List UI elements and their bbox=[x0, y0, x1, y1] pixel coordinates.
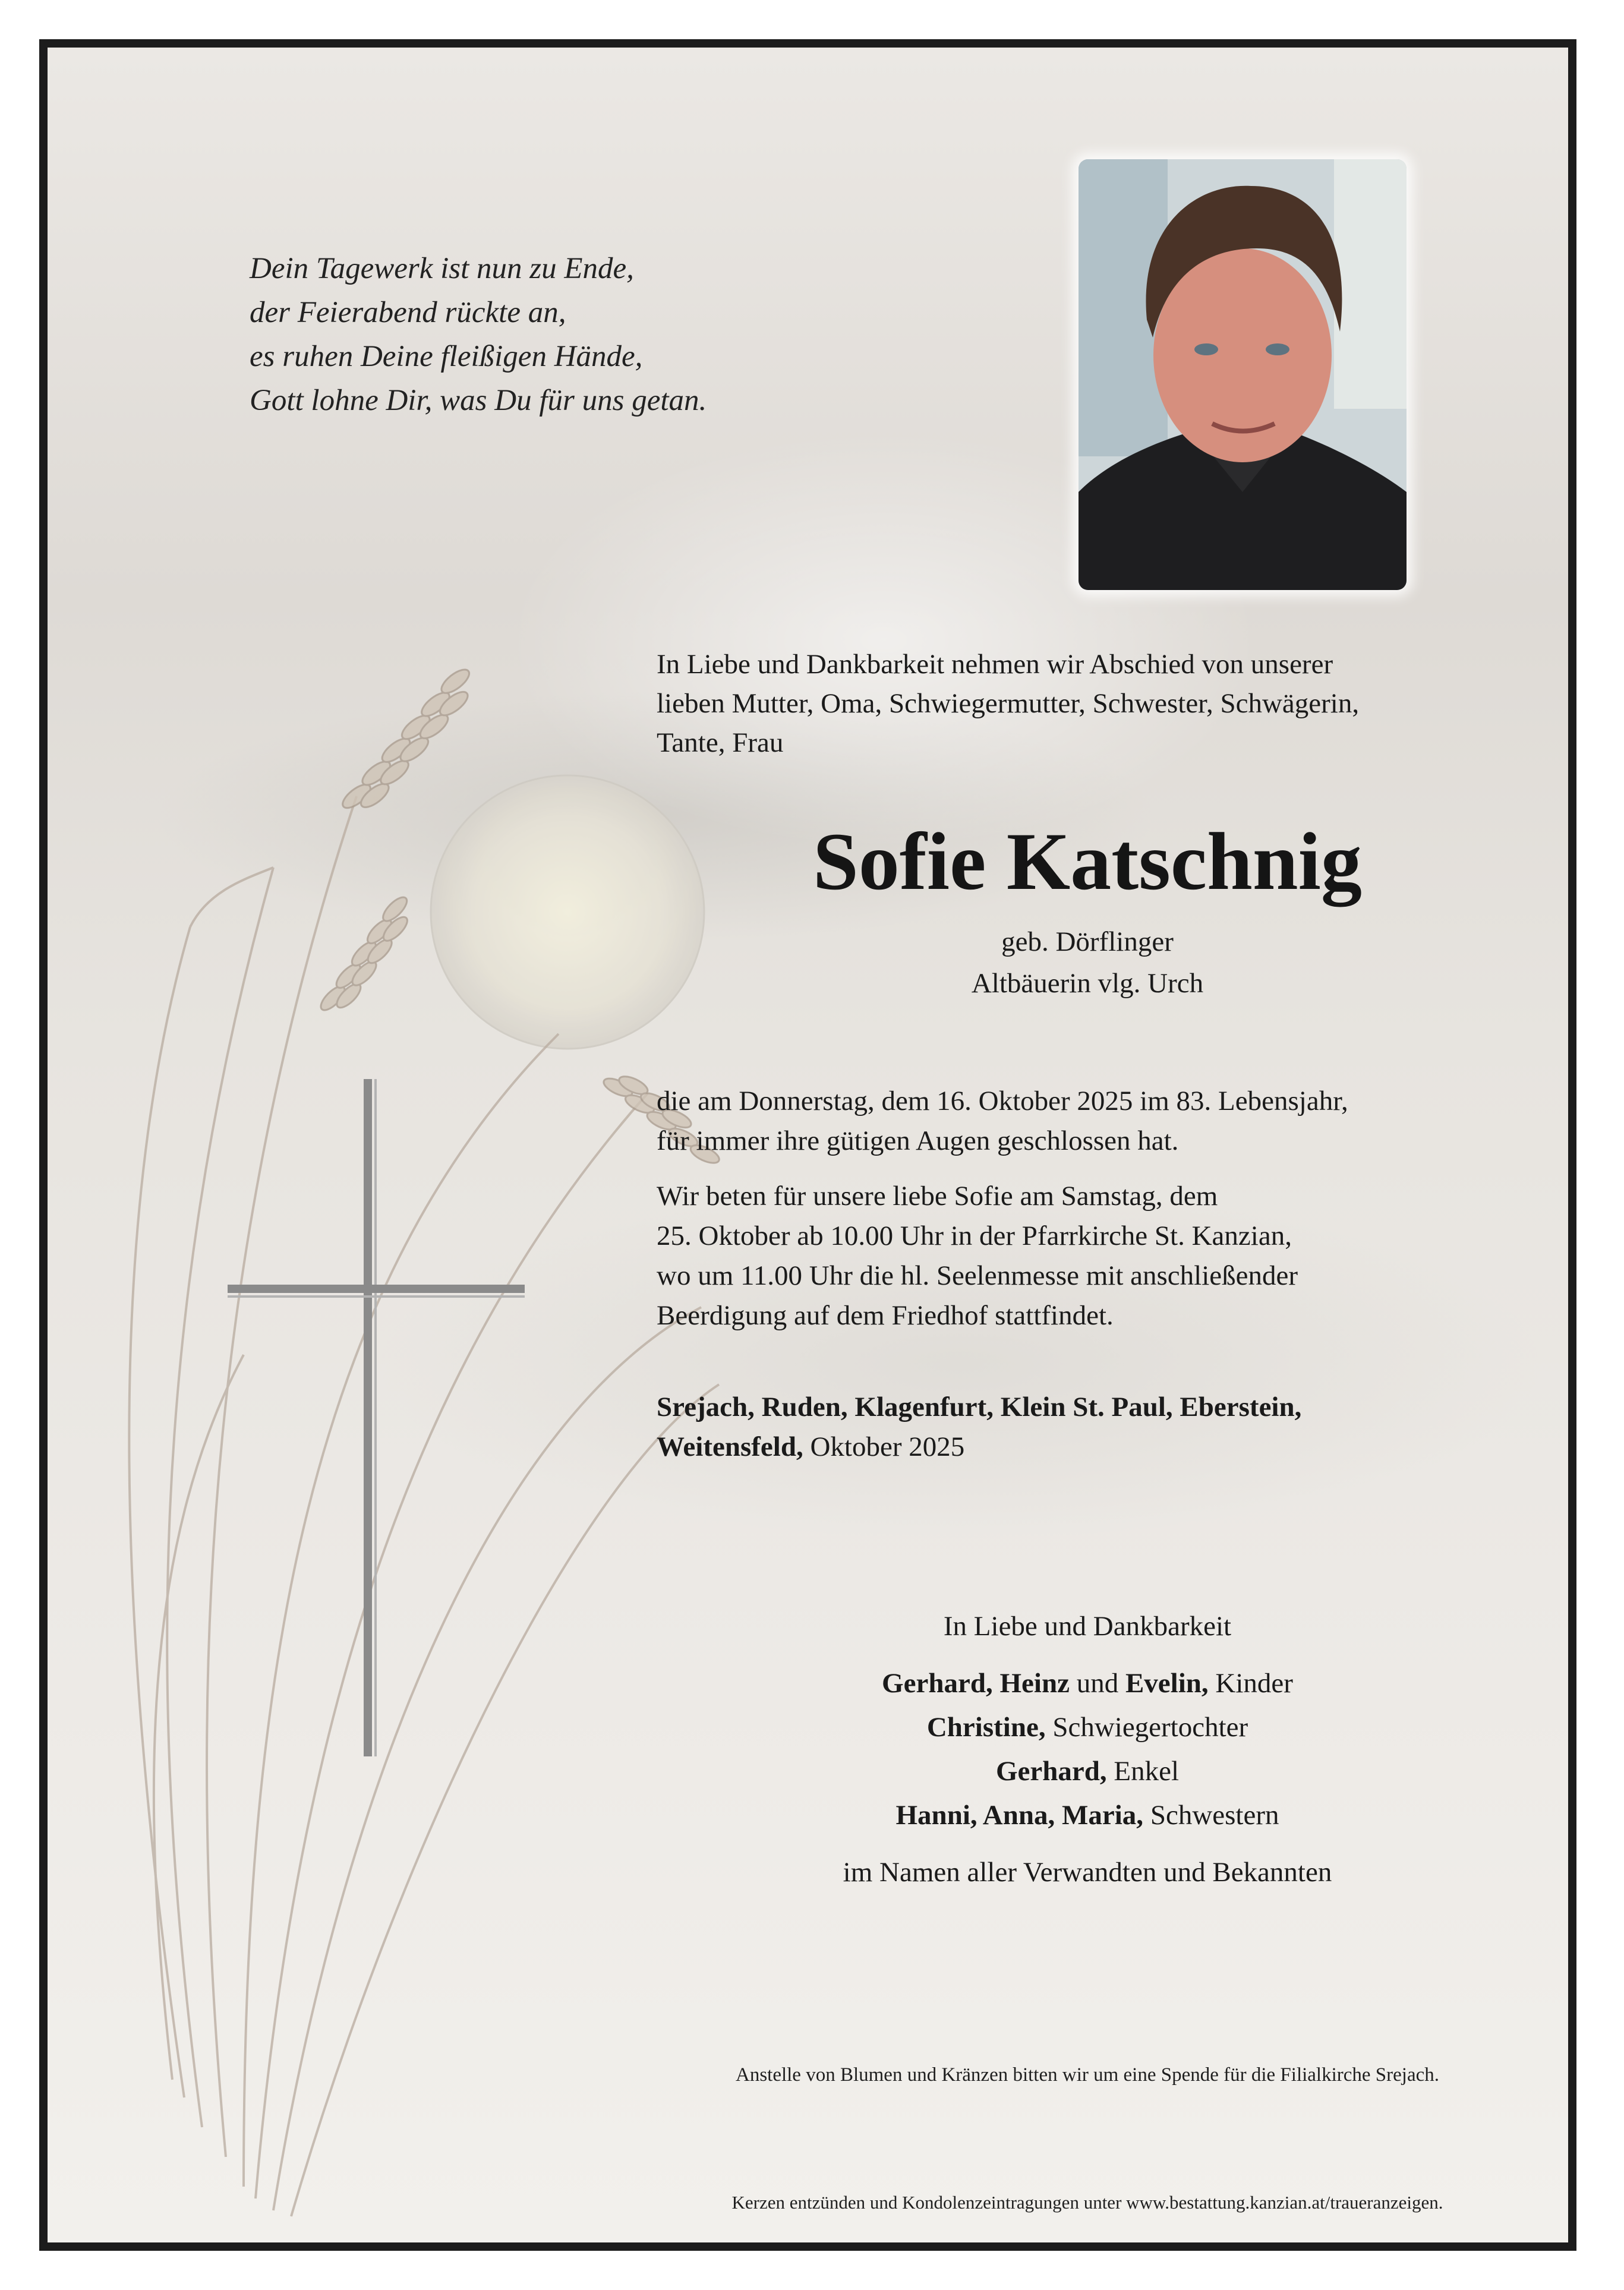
mourners-closing: im Namen aller Verwandten und Bekannten bbox=[843, 1857, 1332, 1888]
service-line: wo um 11.00 Uhr die hl. Seelenmesse mit anschließender bbox=[657, 1260, 1298, 1291]
service-line: 25. Oktober ab 10.00 Uhr in der Pfarrkirche St. Kanzian, bbox=[657, 1220, 1292, 1251]
birth-name: geb. Dörflinger bbox=[1001, 926, 1174, 957]
poem-line: Dein Tagewerk ist nun zu Ende, bbox=[250, 252, 634, 285]
mourner-name: Gerhard, bbox=[995, 1756, 1107, 1787]
death-notice bbox=[657, 1081, 1518, 1161]
poem-line: der Feierabend rückte an, bbox=[250, 296, 566, 329]
deceased-details bbox=[642, 921, 1533, 1004]
mourner-relation: Schwiegertochter bbox=[1045, 1712, 1248, 1743]
mourner-row bbox=[642, 1749, 1533, 1793]
mourner-row bbox=[642, 1661, 1533, 1705]
places-and-date bbox=[657, 1387, 1518, 1467]
service-line: Beerdigung auf dem Friedhof stattfindet. bbox=[657, 1300, 1114, 1331]
donation-note: Anstelle von Blumen und Kränzen bitten wir um eine Spende für die Filialkirche Srejach. bbox=[735, 2064, 1440, 2086]
mourner-name: Heinz bbox=[999, 1668, 1070, 1699]
mourner-name: Hanni, Anna, Maria, bbox=[895, 1800, 1144, 1831]
farewell-intro bbox=[657, 645, 1518, 762]
deceased-title: Altbäuerin vlg. Urch bbox=[971, 968, 1204, 999]
mourner-row bbox=[642, 1705, 1533, 1749]
death-notice-line: für immer ihre gütigen Augen geschlossen hat. bbox=[657, 1125, 1179, 1156]
deceased-name: Sofie Katschnig bbox=[813, 816, 1362, 907]
mourners-list bbox=[642, 1604, 1533, 1894]
notice-date: Oktober 2025 bbox=[803, 1431, 965, 1462]
service-line: Wir beten für unsere liebe Sofie am Samstag, dem bbox=[657, 1181, 1218, 1212]
obituary-card bbox=[39, 39, 1576, 2251]
places-last: Weitensfeld, bbox=[657, 1431, 803, 1462]
mourner-join: und bbox=[1069, 1668, 1125, 1699]
poem-line: es ruhen Deine fleißigen Hände, bbox=[250, 340, 643, 373]
memorial-poem bbox=[250, 247, 903, 422]
mourner-row bbox=[642, 1793, 1533, 1837]
mourner-relation: Kinder bbox=[1208, 1668, 1293, 1699]
cross-icon bbox=[228, 1079, 525, 1756]
mourner-name: Christine, bbox=[926, 1712, 1046, 1743]
mourner-relation: Schwestern bbox=[1143, 1800, 1279, 1831]
mourner-name: Gerhard, bbox=[882, 1668, 993, 1699]
places-line: Srejach, Ruden, Klagenfurt, Klein St. Paul, Eberstein, bbox=[657, 1392, 1302, 1422]
service-details bbox=[657, 1176, 1518, 1336]
portrait-photo bbox=[1079, 159, 1407, 590]
mourners-heading: In Liebe und Dankbarkeit bbox=[943, 1611, 1232, 1642]
mourner-name: Evelin, bbox=[1125, 1668, 1209, 1699]
poem-line: Gott lohne Dir, was Du für uns getan. bbox=[250, 384, 707, 417]
mourner-relation: Enkel bbox=[1106, 1756, 1180, 1787]
intro-line: Tante, Frau bbox=[657, 727, 784, 758]
death-notice-line: die am Donnerstag, dem 16. Oktober 2025 im 83. Lebensjahr, bbox=[657, 1086, 1348, 1116]
online-condolence-note: Kerzen entzünden und Kondolenzeintragungen unter www.bestattung.kanzian.at/traueranzeigen. bbox=[731, 2192, 1443, 2213]
portrait-illustration bbox=[1079, 159, 1407, 590]
intro-line: lieben Mutter, Oma, Schwiegermutter, Schwester, Schwägerin, bbox=[657, 688, 1360, 719]
intro-line: In Liebe und Dankbarkeit nehmen wir Abschied von unserer bbox=[657, 649, 1333, 680]
